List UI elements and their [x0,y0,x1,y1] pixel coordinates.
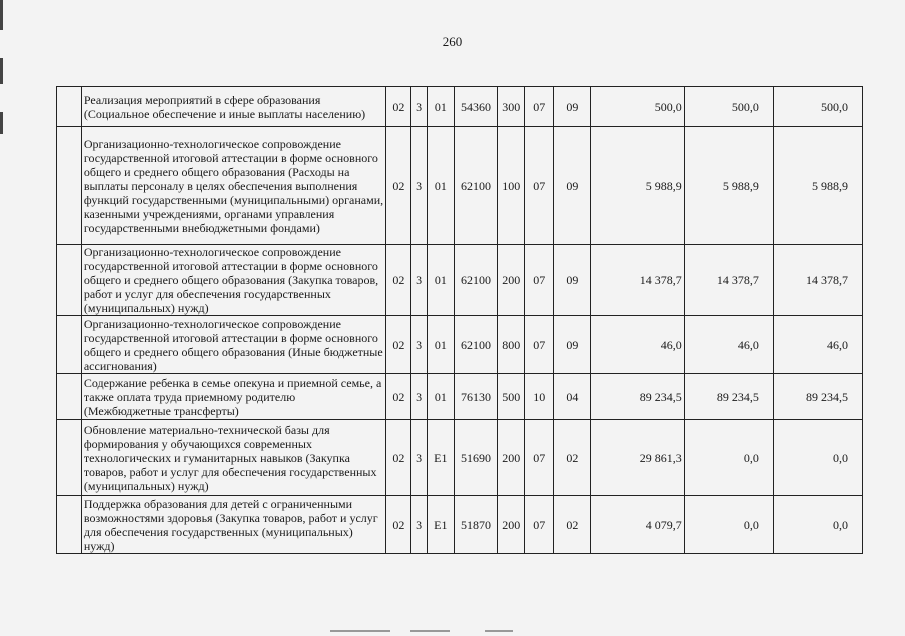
table-body [57,87,863,554]
amount-cell: 89 234,5 [684,374,773,420]
table-row [57,127,863,245]
direction-code-cell: 51690 [454,420,498,496]
section-code-cell: 07 [525,87,554,127]
amount-cell: 89 234,5 [591,374,684,420]
table-row [57,87,863,127]
row-number-cell [57,316,82,374]
section-code-cell: 07 [525,496,554,554]
amount-cell: 0,0 [684,420,773,496]
amount-cell: 89 234,5 [773,374,862,420]
row-number-cell [57,374,82,420]
subsection-code-cell: 09 [554,127,591,245]
amount-cell: 5 988,9 [684,127,773,245]
amount-cell: 14 378,7 [684,245,773,316]
row-number-cell [57,420,82,496]
main-event-code-cell: 01 [427,374,454,420]
main-event-code-cell: 01 [427,87,454,127]
scan-artifact [330,630,390,632]
subprogram-code-cell: 3 [411,87,428,127]
scan-artifact [485,630,513,632]
main-event-code-cell: 01 [427,245,454,316]
amount-cell: 500,0 [591,87,684,127]
main-event-code-cell: 01 [427,316,454,374]
description-cell: Поддержка образования для детей с ограниченными возможностями здоровья (Закупка товаров, работ и услуг для обеспечения государственных (муниципальных) нужд) [81,496,386,554]
amount-cell: 29 861,3 [591,420,684,496]
amount-cell: 46,0 [773,316,862,374]
description-cell: Организационно-технологическое сопровождение государственной итоговой аттестации в форме основного общего и среднего общего образования (Расходы на выплаты персоналу в целях обеспечения выполнения функций государственными (муниципальными) органами, казенными учреждениями, органами управления государственными внебюджетными фондами) [81,127,386,245]
amount-cell: 46,0 [684,316,773,374]
row-number-cell [57,245,82,316]
section-code-cell: 07 [525,420,554,496]
amount-cell: 500,0 [773,87,862,127]
amount-cell: 5 988,9 [773,127,862,245]
subprogram-code-cell: 3 [411,245,428,316]
amount-cell: 500,0 [684,87,773,127]
subsection-code-cell: 09 [554,87,591,127]
amount-cell: 14 378,7 [773,245,862,316]
subprogram-code-cell: 3 [411,127,428,245]
subsection-code-cell: 04 [554,374,591,420]
expense-type-code-cell: 800 [498,316,525,374]
subprogram-code-cell: 3 [411,374,428,420]
program-code-cell: 02 [386,420,411,496]
amount-cell: 4 079,7 [591,496,684,554]
table-row [57,245,863,316]
amount-cell: 46,0 [591,316,684,374]
main-event-code-cell: Е1 [427,420,454,496]
subsection-code-cell: 09 [554,316,591,374]
program-code-cell: 02 [386,316,411,374]
program-code-cell: 02 [386,245,411,316]
description-cell: Содержание ребенка в семье опекуна и приемной семье, а также оплата труда приемному родителю (Межбюджетные трансферты) [81,374,386,420]
table-row [57,420,863,496]
expense-type-code-cell: 200 [498,496,525,554]
program-code-cell: 02 [386,87,411,127]
scan-artifact [410,630,450,632]
expense-type-code-cell: 500 [498,374,525,420]
subsection-code-cell: 02 [554,420,591,496]
subsection-code-cell: 02 [554,496,591,554]
section-code-cell: 07 [525,245,554,316]
table-row [57,316,863,374]
direction-code-cell: 62100 [454,316,498,374]
subsection-code-cell: 09 [554,245,591,316]
expense-type-code-cell: 200 [498,245,525,316]
section-code-cell: 07 [525,316,554,374]
amount-cell: 0,0 [684,496,773,554]
description-cell: Организационно-технологическое сопровождение государственной итоговой аттестации в форме основного общего и среднего общего образования (Иные бюджетные ассигнования) [81,316,386,374]
direction-code-cell: 76130 [454,374,498,420]
amount-cell: 14 378,7 [591,245,684,316]
row-number-cell [57,127,82,245]
section-code-cell: 07 [525,127,554,245]
amount-cell: 0,0 [773,496,862,554]
program-code-cell: 02 [386,127,411,245]
main-event-code-cell: Е1 [427,496,454,554]
budget-table [56,86,863,554]
row-number-cell [57,496,82,554]
program-code-cell: 02 [386,374,411,420]
description-cell: Реализация мероприятий в сфере образования (Социальное обеспечение и иные выплаты населению) [81,87,386,127]
left-margin-mark [0,58,3,84]
description-cell: Организационно-технологическое сопровождение государственной итоговой аттестации в форме основного общего и среднего общего образования (Закупка товаров, работ и услуг для обеспечения государственных (муниципальных) нужд) [81,245,386,316]
table-row [57,374,863,420]
left-margin-mark [0,112,3,134]
description-cell: Обновление материально-технической базы для формирования у обучающихся современных технологических и гуманитарных навыков (Закупка товаров, работ и услуг для обеспечения государственных (муниципальных) нужд) [81,420,386,496]
direction-code-cell: 62100 [454,127,498,245]
direction-code-cell: 62100 [454,245,498,316]
main-event-code-cell: 01 [427,127,454,245]
expense-type-code-cell: 200 [498,420,525,496]
amount-cell: 5 988,9 [591,127,684,245]
table-row [57,496,863,554]
program-code-cell: 02 [386,496,411,554]
amount-cell: 0,0 [773,420,862,496]
page-number: 260 [442,34,463,49]
row-number-cell [57,87,82,127]
subprogram-code-cell: 3 [411,420,428,496]
direction-code-cell: 54360 [454,87,498,127]
subprogram-code-cell: 3 [411,316,428,374]
expense-type-code-cell: 100 [498,127,525,245]
expense-type-code-cell: 300 [498,87,525,127]
subprogram-code-cell: 3 [411,496,428,554]
direction-code-cell: 51870 [454,496,498,554]
left-margin-mark [0,0,3,30]
section-code-cell: 10 [525,374,554,420]
